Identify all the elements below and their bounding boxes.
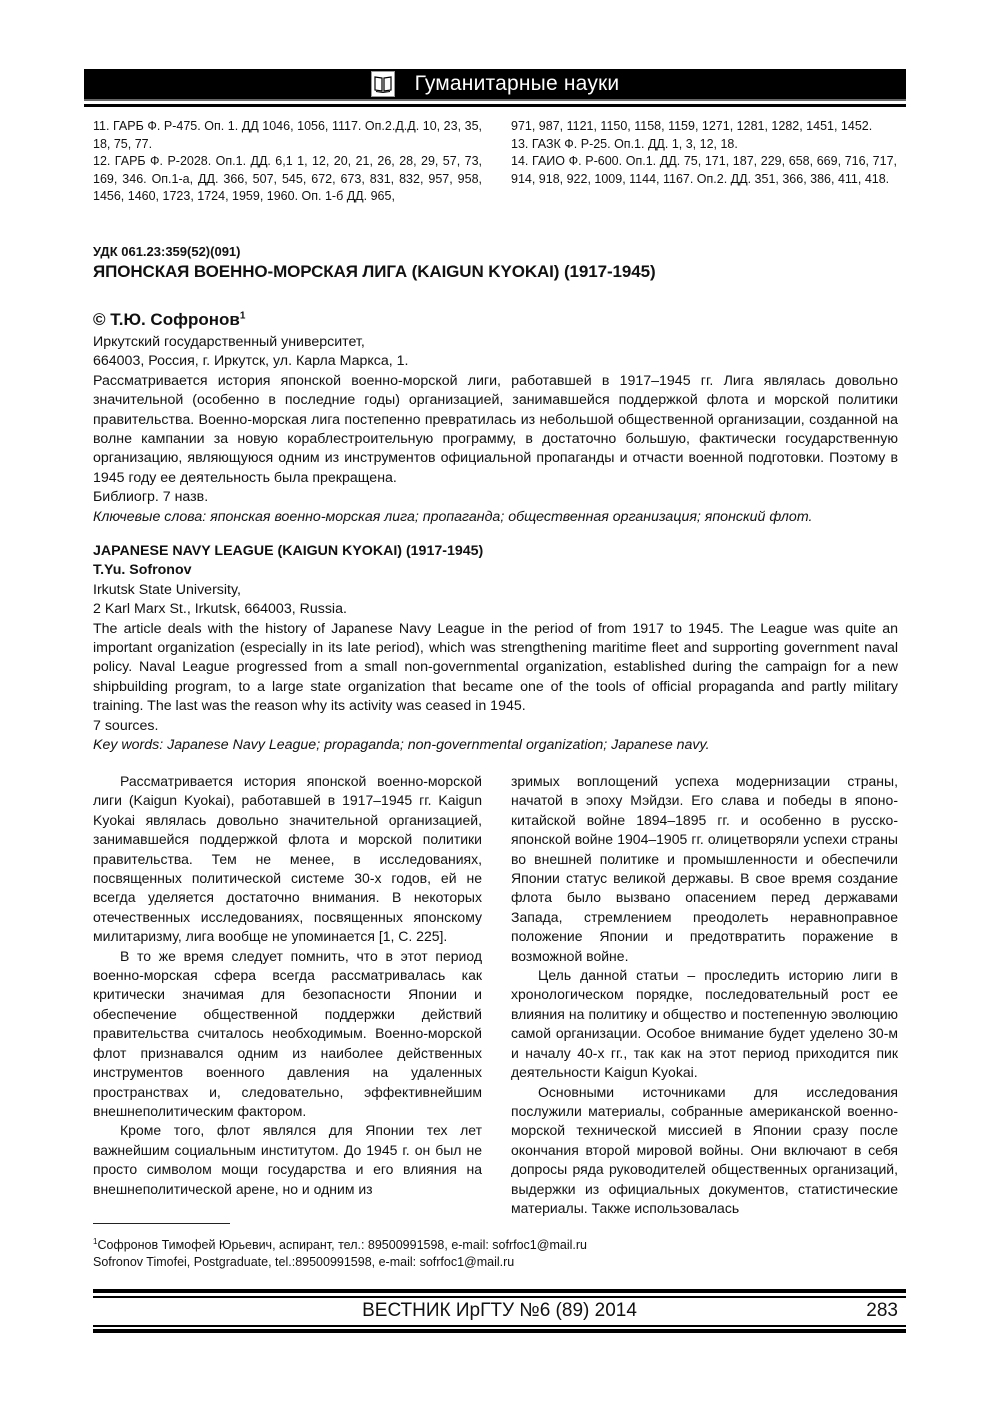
keywords-ru: Ключевые слова: японская военно-морская лига; пропаганда; общественная организация; японский флот. <box>93 508 813 525</box>
footer-divider <box>93 1329 906 1333</box>
reference-item: 971, 987, 1121, 1150, 1158, 1159, 1271, 1281, 1282, 1451, 1452. <box>511 119 873 133</box>
body-left-column <box>93 772 482 1199</box>
article-title-en: JAPANESE NAVY LEAGUE (KAIGUN KYOKAI) (1917-1945) <box>93 543 484 559</box>
body-paragraph-continuation: зримых воплощений успеха модернизации страны, начатой в эпоху Мэйдзи. Его слава и победы в японо-китайской войне 1894–1895 гг. и особенно в русско-японской войне 1904–1905 гг. олицетворяли успехи страны во внешней политике и промышленности и обеспечили Японии статус великой державы. В свое время создание флота было вызвано опасением перед державами Запада, стремлением преодолеть неравноправное положение Японии и предотвратить поражение в возможной войне. <box>511 773 898 964</box>
footer-divider <box>93 1289 906 1293</box>
footnote-ru: Софронов Тимофей Юрьевич, аспирант, тел.: 89500991598, e-mail: sofrfoc1@mail.ru <box>97 1238 587 1253</box>
footer-divider <box>93 1325 906 1327</box>
author-name-ru: © Т.Ю. Софронов <box>93 310 240 329</box>
page-number: 283 <box>866 1300 898 1321</box>
reference-item: 11. ГАРБ Ф. Р-475. Оп. 1. ДД 1046, 1056, 1117. Оп.2.Д.Д. 10, 23, 35, 18, 75, 77. <box>93 119 482 151</box>
udk-code: УДК 061.23:359(52)(091) <box>93 244 241 259</box>
body-paragraph: Кроме того, флот являлся для Японии тех лет важнейшим социальным институтом. До 1945 г. он был не просто символом мощи государства и его влияния на внешнеполитической арене, но и одним из <box>93 1122 482 1197</box>
journal-name: ВЕСТНИК ИрГТУ №6 (89) 2014 <box>362 1300 637 1321</box>
abstract-en: The article deals with the history of Japanese Navy League in the period of from 1917 to 1945. The League was quite an important organization (especially in its late period), which was strengthening maritime fleet and supporting government naval policy. Naval League progressed from a small non-governmental organization, established during the campaign for a new shipbuilding program, to a large state organization that became one of the tools of official propaganda and partly military training. The last was the reason why its activity was ceased in 1945. <box>93 620 898 715</box>
address-ru: 664003, Россия, г. Иркутск, ул. Карла Маркса, 1. <box>93 353 409 370</box>
reference-item: 13. ГАЗК Ф. Р-25. Оп.1. ДД. 1, 3, 12, 18. <box>511 136 738 151</box>
article-title-ru: ЯПОНСКАЯ ВОЕННО-МОРСКАЯ ЛИГА (KAIGUN KYOKAI) (1917-1945) <box>93 262 656 281</box>
footnote <box>93 1233 587 1271</box>
section-header-bar <box>84 69 906 101</box>
reference-item: 14. ГАИО Ф. Р-600. Оп.1. ДД. 75, 171, 187, 229, 658, 669, 716, 717, 914, 918, 922, 1009, 1144, 1167. Оп.2. ДД. 351, 366, 386, 411, 418. <box>511 154 897 186</box>
affiliation-ru: Иркутский государственный университет, <box>93 334 365 350</box>
footnote-mark: 1 <box>93 1237 98 1246</box>
open-book-icon <box>371 71 395 97</box>
body-paragraph: Основными источниками для исследования послужили материалы, собранные американской военно-морской технической миссией в Японии сразу после окончания второй мировой войны. Они включают в себя допросы ряда руководителей общественных организаций, выдержки из официальных документов, статистические материалы. Также использовалась <box>511 1083 898 1216</box>
abstract-ru-block <box>93 333 898 527</box>
header-divider <box>84 104 906 107</box>
author-ru <box>93 310 245 330</box>
body-paragraph: Цель данной статьи – проследить историю лиги в хронологическом порядке, последовательный рост ее влияния на политику и общество и постепенную эволюцию самой организации. Особое внимание будет уделено 30-м и началу 40-х гг., так как на этот период приходится пик деятельности Kaigun Kyokai. <box>511 967 898 1081</box>
reference-item: 12. ГАРБ Ф. Р-2028. Оп.1. ДД. 6,1 1, 12, 20, 21, 26, 28, 29, 57, 73, 169, 346. Оп.1-а, ДД. 366, 507, 545, 672, 673, 831, 832, 957, 958, 1456, 1460, 1723, 1724, 1959, 1960. Оп. 1-б ДД. 965, <box>93 154 482 203</box>
footnote-en: Sofronov Timofei, Postgraduate, tel.:89500991598, e-mail: sofrfoc1@mail.ru <box>93 1255 515 1270</box>
footnote-divider <box>93 1223 230 1224</box>
references-left-column <box>93 118 482 206</box>
body-right-column <box>511 772 898 1218</box>
bibliography-count-en: 7 sources. <box>93 717 159 734</box>
abstract-ru: Рассматривается история японской военно-морской лиги, работавшей в 1917–1945 гг. Лига являлась довольно значительной (особенно в последние годы) организацией, занимавшейся поддержкой флота и морской политики правительства. Военно-морская лига постепенно превратилась из небольшой общественной организации, созданной на волне кампании за новую кораблестроительную программу, в достаточно большую, фактически государственную организацию, являющуюся одним из инструментов официальной пропаганды и отчасти военной подготовки. Поэтому в 1945 году ее деятельность была прекращена. <box>93 372 898 486</box>
address-en: 2 Karl Marx St., Irkutsk, 664003, Russia. <box>93 601 347 618</box>
affiliation-en: Irkutsk State University, <box>93 581 241 598</box>
keywords-en: Key words: Japanese Navy League; propaganda; non-governmental organization; Japanese navy. <box>93 737 710 754</box>
footnote-mark: 1 <box>239 310 246 322</box>
section-title: Гуманитарные науки <box>414 72 620 95</box>
footer-divider <box>93 1296 906 1298</box>
author-en: T.Yu. Sofronov <box>93 562 192 579</box>
references-right-column <box>511 118 897 188</box>
abstract-en-block <box>93 542 898 755</box>
bibliography-count-ru: Библиогр. 7 назв. <box>93 489 209 506</box>
body-paragraph: Рассматривается история японской военно-морской лиги (Kaigun Kyokai), работавшей в 1917–1945 гг. Kaigun Kyokai являлась довольно значительной организацией, занимавшейся поддержкой флота и морской политики правительства. Тем не менее, в исследованиях, посвященных политической системе 30-х годов, ей не всегда уделяется достаточно внимания. В некоторых отечественных исследованиях, посвященных японскому милитаризму, лига вообще не упоминается [1, С. 225]. <box>93 773 482 945</box>
body-paragraph: В то же время следует помнить, что в этот период военно-морская сфера всегда рассматривалась как критически значимая для безопасности Японии и обеспечение общественной поддержки действий правительства считалось необходимым. Военно-морской флот признавался одним из наиболее действенных инструментов военного давления на удаленных пространствах и, следовательно, эффективнейшим внешнеполитическим фактором. <box>93 947 482 1119</box>
